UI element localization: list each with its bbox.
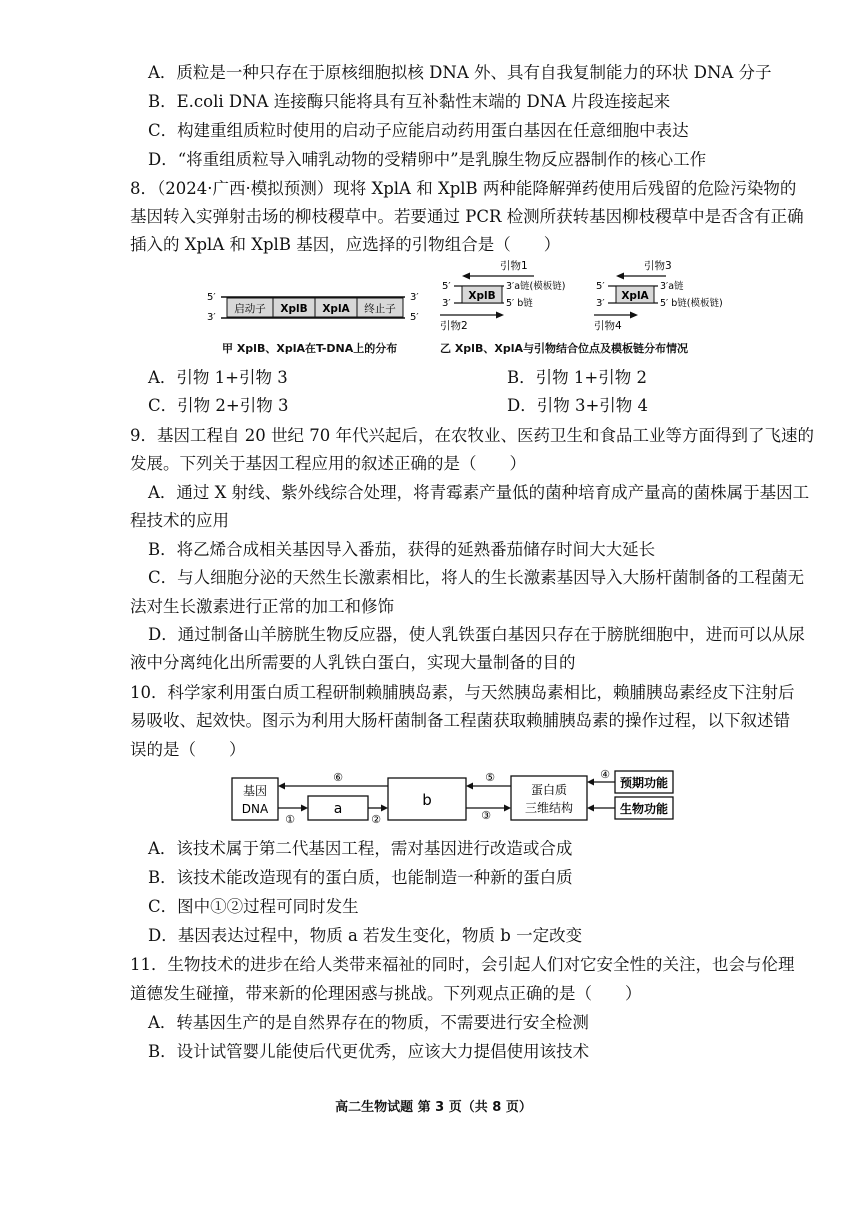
primer1-label: 引物1	[500, 260, 528, 272]
q9-stem-line2: 发展。下列关于基因工程应用的叙述正确的是（ ）	[130, 454, 526, 473]
fig-a-caption: 甲 XplB、XplA在T-DNA上的分布	[222, 342, 398, 355]
fig-a-right3: 3′	[410, 292, 419, 303]
q9-option-d-line1: D．通过制备山羊膀胱生物反应器，使人乳铁蛋白基因只存在于膀胱细胞中，进而可以从尿	[148, 625, 805, 644]
primer2-label: 引物2	[440, 320, 468, 332]
q10-option-a: A．该技术属于第二代基因工程，需对基因进行改造或合成	[148, 839, 573, 858]
fig-a-box-3: 终止子	[364, 303, 396, 315]
q10-option-b: B．该技术能改造现有的蛋白质，也能制造一种新的蛋白质	[148, 868, 573, 887]
q8-option-c: C．引物 2+引物 3	[148, 396, 289, 415]
primer4-label: 引物4	[594, 320, 622, 332]
q10-option-d: D．基因表达过程中，物质 a 若发生变化，物质 b 一定改变	[148, 926, 583, 945]
box-b-label: b	[422, 791, 432, 809]
q7-option-c: C．构建重组质粒时使用的启动子应能启动药用蛋白基因在任意细胞中表达	[148, 121, 689, 140]
n3: ③	[481, 809, 491, 822]
q8-option-d: D．引物 3+引物 4	[507, 396, 649, 415]
fig-a-boxes	[227, 298, 403, 317]
q8-option-b: B．引物 1+引物 2	[507, 368, 647, 387]
q11-stem-line1: 11．生物技术的进步在给人类带来福祉的同时，会引起人们对它安全性的关注，也会与伦理	[130, 955, 795, 974]
q8-stem-line3: 插入的 XplA 和 XplB 基因，应选择的引物组合是（ ）	[130, 235, 561, 254]
n5: ⑤	[485, 771, 495, 784]
fig-b-left-5: 5′	[442, 281, 451, 292]
fig-b-left-3: 3′	[442, 298, 451, 309]
q10-stem-line2: 易吸收、起效快。图示为利用大肠杆菌制备工程菌获取赖脯胰岛素的操作过程，以下叙述错	[130, 711, 790, 730]
q7-option-d: D．“将重组质粒导入哺乳动物的受精卵中”是乳腺生物反应器制作的核心工作	[148, 150, 707, 169]
n1: ①	[285, 813, 295, 826]
q11-option-b: B．设计试管婴儿能使后代更优秀，应该大力提倡使用该技术	[148, 1042, 590, 1061]
fig-a-box-2: XplA	[322, 303, 350, 315]
q9-stem-line1: 9．基因工程自 20 世纪 70 年代兴起后，在农牧业、医药卫生和食品工业等方面得到了飞速的	[130, 426, 814, 445]
gene-dna-line1: 基因	[242, 784, 268, 798]
fig-b-a-chain-template: 3′a链(模板链)	[506, 281, 566, 292]
q9-option-c-line2: 法对生长激素进行正常的加工和修饰	[130, 597, 394, 616]
q8-stem-line2: 基因转入实弹射击场的柳枝稷草中。若要通过 PCR 检测所获转基因柳枝稷草中是否含有正确	[130, 207, 804, 226]
fig-b-xpla: XplA	[621, 290, 649, 302]
q7-option-b: B．E.coli DNA 连接酶只能将具有互补黏性末端的 DNA 片段连接起来	[148, 92, 671, 111]
figure-jia	[205, 288, 425, 328]
q10-stem-line1: 10．科学家利用蛋白质工程研制赖脯胰岛素，与天然胰岛素相比，赖脯胰岛素经皮下注射后	[130, 683, 795, 702]
fig-b-right-3: 3′	[596, 298, 605, 309]
fig-a-box-0: 启动子	[234, 303, 266, 315]
q7-option-a: A．质粒是一种只存在于原核细胞拟核 DNA 外、具有自我复制能力的环状 DNA 分子	[148, 63, 772, 82]
expected-function: 预期功能	[619, 776, 669, 790]
fig-b-b-chain: 5′ b链	[506, 298, 533, 309]
q9-option-a-line1: A．通过 X 射线、紫外线综合处理，将青霉素产量低的菌种培育成产量高的菌株属于基因工	[148, 483, 810, 502]
fig-b-b-chain-template: 5′ b链(模板链)	[660, 298, 723, 309]
primer3-label: 引物3	[644, 260, 672, 272]
bio-function: 生物功能	[619, 802, 669, 816]
q8-option-a: A．引物 1+引物 3	[148, 368, 288, 387]
q8-stem-line1: 8．（2024·广西·模拟预测）现将 XplA 和 XplB 两种能降解弹药使用后残留的危险污染物的	[130, 179, 797, 198]
n2: ②	[371, 813, 381, 826]
page-footer: 高二生物试题 第 3 页（共 8 页）	[335, 1100, 532, 1115]
fig-a-left5: 5′	[207, 292, 216, 303]
q10-stem-line3: 误的是（ ）	[130, 740, 246, 759]
fig-a-left3: 3′	[207, 312, 216, 323]
q9-option-a-line2: 程技术的应用	[130, 511, 229, 530]
q9-option-d-line2: 液中分离纯化出所需要的人乳铁白蛋白，实现大量制备的目的	[130, 653, 576, 672]
box-a-label: a	[333, 801, 343, 817]
figure-yi	[438, 256, 738, 336]
n6: ⑥	[333, 771, 343, 784]
protein-line2: 三维结构	[524, 801, 574, 815]
figure-q10-flow	[228, 768, 708, 826]
fig-a-right5: 5′	[410, 312, 419, 323]
q9-option-b: B．将乙烯合成相关基因导入番茄，获得的延熟番茄储存时间大大延长	[148, 540, 656, 559]
q9-option-c-line1: C．与人细胞分泌的天然生长激素相比，将人的生长激素基因导入大肠杆菌制备的工程菌无	[148, 568, 805, 587]
fig-b-xplb: XplB	[468, 290, 496, 302]
gene-dna-line2: DNA	[241, 802, 269, 816]
fig-b-right-5: 5′	[596, 281, 605, 292]
fig-a-box-1: XplB	[280, 303, 308, 315]
n4: ④	[600, 768, 610, 781]
protein-line1: 蛋白质	[530, 783, 568, 797]
q10-option-c: C．图中①②过程可同时发生	[148, 897, 359, 916]
fig-b-caption: 乙 XplB、XplA与引物结合位点及模板链分布情况	[440, 342, 688, 355]
q11-stem-line2: 道德发生碰撞，带来新的伦理困惑与挑战。下列观点正确的是（ ）	[130, 984, 642, 1003]
q11-option-a: A．转基因生产的是自然界存在的物质，不需要进行安全检测	[148, 1013, 589, 1032]
fig-b-a-chain: 3′a链	[660, 281, 684, 292]
